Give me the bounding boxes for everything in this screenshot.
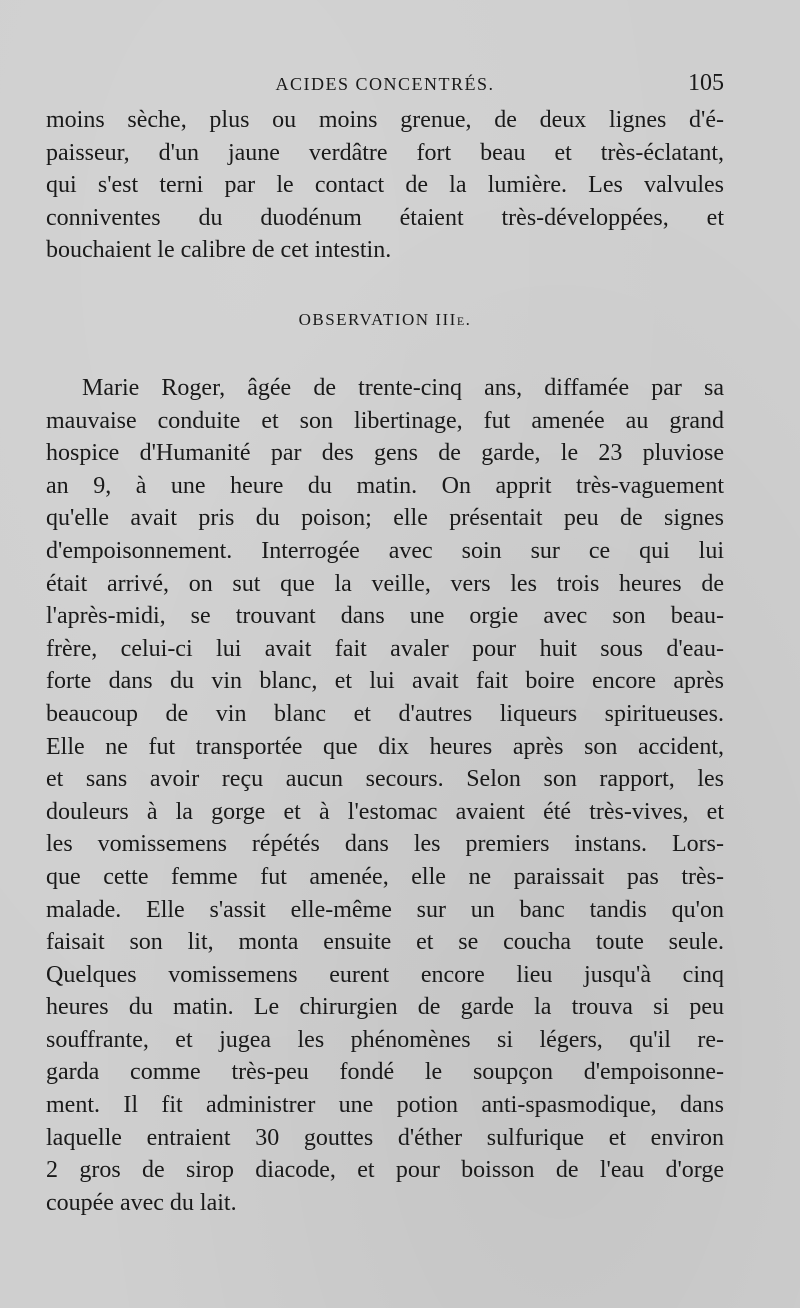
text-line: d'empoisonnement. Interrogée avec soin sur ce qui lui xyxy=(46,537,724,564)
text-line: heures du matin. Le chirurgien de garde la trouva si peu xyxy=(46,994,724,1021)
observation-paragraph xyxy=(46,372,724,1219)
text-line: hospice d'Humanité par des gens de garde, le 23 pluviose xyxy=(46,440,724,467)
text-line: qu'elle avait pris du poison; elle présentait peu de signes xyxy=(46,505,724,532)
text-line: que cette femme fut amenée, elle ne paraissait pas très- xyxy=(46,863,724,890)
text-line: souffrante, et jugea les phénomènes si légers, qu'il re- xyxy=(46,1026,724,1053)
text-line: beaucoup de vin blanc et d'autres liqueurs spiritueuses. xyxy=(46,700,724,727)
text-line: coupée avec du lait. xyxy=(46,1189,237,1216)
text-line: était arrivé, on sut que la veille, vers les trois heures de xyxy=(46,570,724,597)
text-line: faisait son lit, monta ensuite et se coucha toute seule. xyxy=(46,929,724,956)
text-line: qui s'est terni par le contact de la lumière. Les valvules xyxy=(46,172,724,199)
text-line: douleurs à la gorge et à l'estomac avaient été très-vives, et xyxy=(46,798,724,825)
text-line: frère, celui-ci lui avait fait avaler pour huit sous d'eau- xyxy=(46,635,724,662)
page-number: 105 xyxy=(688,70,724,96)
text-line: garda comme très-peu fondé le soupçon d'empoisonne- xyxy=(46,1059,724,1086)
text-line: Marie Roger, âgée de trente-cinq ans, diffamée par sa xyxy=(82,375,724,401)
running-head xyxy=(46,70,724,100)
text-line: moins sèche, plus ou moins grenue, de deux lignes d'é- xyxy=(46,107,724,133)
text-line: 2 gros de sirop diacode, et pour boisson de l'eau d'orge xyxy=(46,1157,724,1184)
text-line: l'après-midi, se trouvant dans une orgie avec son beau- xyxy=(46,603,724,630)
text-line: conniventes du duodénum étaient très-développées, et xyxy=(46,204,724,231)
text-line: malade. Elle s'assit elle-même sur un banc tandis qu'on xyxy=(46,896,724,923)
text-line: les vomissemens répétés dans les premiers instans. Lors- xyxy=(46,831,724,858)
text-line: an 9, à une heure du matin. On apprit très-vaguement xyxy=(46,472,724,499)
text-line: ment. Il fit administrer une potion anti-spasmodique, dans xyxy=(46,1092,724,1119)
text-line: et sans avoir reçu aucun secours. Selon son rapport, les xyxy=(46,766,724,793)
paragraph-continued xyxy=(46,104,724,267)
text-line: bouchaient le calibre de cet intestin. xyxy=(46,237,392,264)
running-title: ACIDES CONCENTRÉS. xyxy=(275,74,495,94)
text-line: Quelques vomissemens eurent encore lieu jusqu'à cinq xyxy=(46,961,724,988)
text-line: forte dans du vin blanc, et lui avait fait boire encore après xyxy=(46,668,724,695)
text-line: paisseur, d'un jaune verdâtre fort beau et très-éclatant, xyxy=(46,139,724,166)
observation-heading: OBSERVATION IIIe. xyxy=(298,310,472,329)
text-line: Elle ne fut transportée que dix heures après son accident, xyxy=(46,733,724,760)
text-line: mauvaise conduite et son libertinage, fut amenée au grand xyxy=(46,407,724,434)
text-line: laquelle entraient 30 gouttes d'éther sulfurique et environ xyxy=(46,1124,724,1151)
